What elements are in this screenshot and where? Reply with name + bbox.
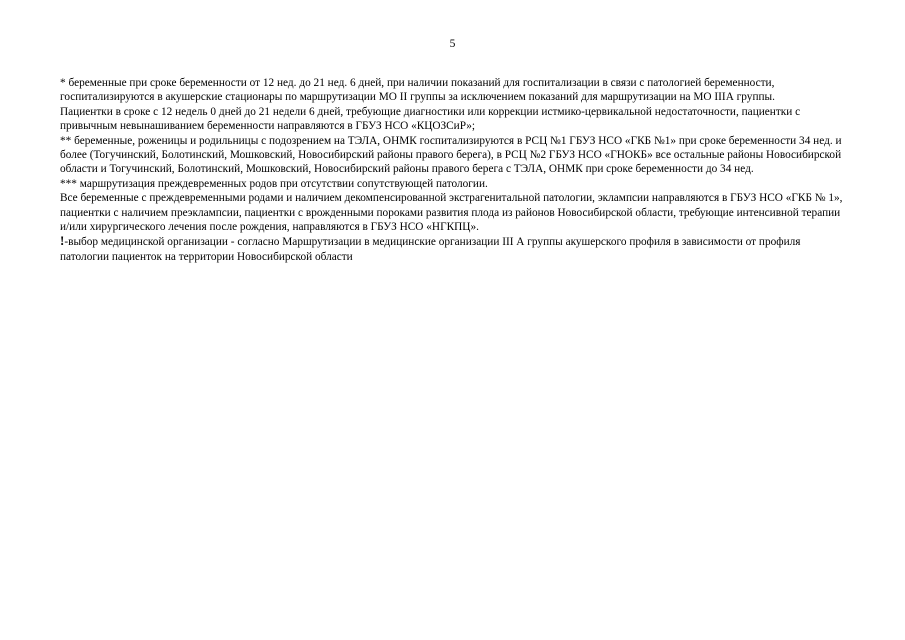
document-body (60, 76, 850, 264)
footnote-single-asterisk: * беременные при сроке беременности от 12 нед. до 21 нед. 6 дней, при наличии показаний для госпитализации в связи с патологией беременности, госпитализируются в акушерские стационары по маршрутизации МО II группы за исключением показаний для маршрутизации на МО IIIА группы. (60, 77, 775, 104)
page-number: 5 (449, 38, 456, 50)
exclamation-marker: ! (60, 233, 65, 249)
footnote-triple-asterisk: *** маршрутизация преждевременных родов при отсутствии сопутствующей патологии. (60, 177, 488, 190)
note-text: -выбор медицинской организации - согласно Маршрутизации в медицинские организации III А группы акушерского профиля в зависимости от профиля патологии пациенток на территории Новосибирской области (60, 236, 801, 263)
footnote-double-asterisk: ** беременные, роженицы и родильницы с подозрением на ТЭЛА, ОНМК госпитализируются в РСЦ №1 ГБУЗ НСО «ГКБ №1» при сроке беременности 34 нед. и более (Тогучинский, Болотинский, Мошковский, Новосибирский районы правого берега), в РСЦ №2 ГБУЗ НСО «ГНОКБ» все остальные районы Новосибирской области и Тогучинский, Болотинский, Мошковский, Новосибирский районы правого берега с ТЭЛА, ОНМК при сроке беременности до 34 нед. (60, 134, 842, 176)
paragraph-cervical-insufficiency: Пациентки в сроке с 12 недель 0 дней до 21 недели 6 дней, требующие диагностики или коррекции истмико-цервикальной недостаточности, пациентки с привычным невынашиванием беременности направляются в ГБУЗ НСО «КЦОЗСиР»; (60, 105, 801, 133)
paragraph-preterm-birth: Все беременные с преждевременными родами и наличием декомпенсированной экстрагенитальной патологии, эклампсии направляются в ГБУЗ НСО «ГКБ № 1», пациентки с наличием преэклампсии, пациентки с врожденными пороками развития плода из районов Новосибирской области, требующие интенсивной терапии и/или хирургического лечения после рождения, направляются в ГБУЗ НСО «НГКПЦ». (60, 192, 843, 234)
note-paragraph (60, 234, 850, 264)
